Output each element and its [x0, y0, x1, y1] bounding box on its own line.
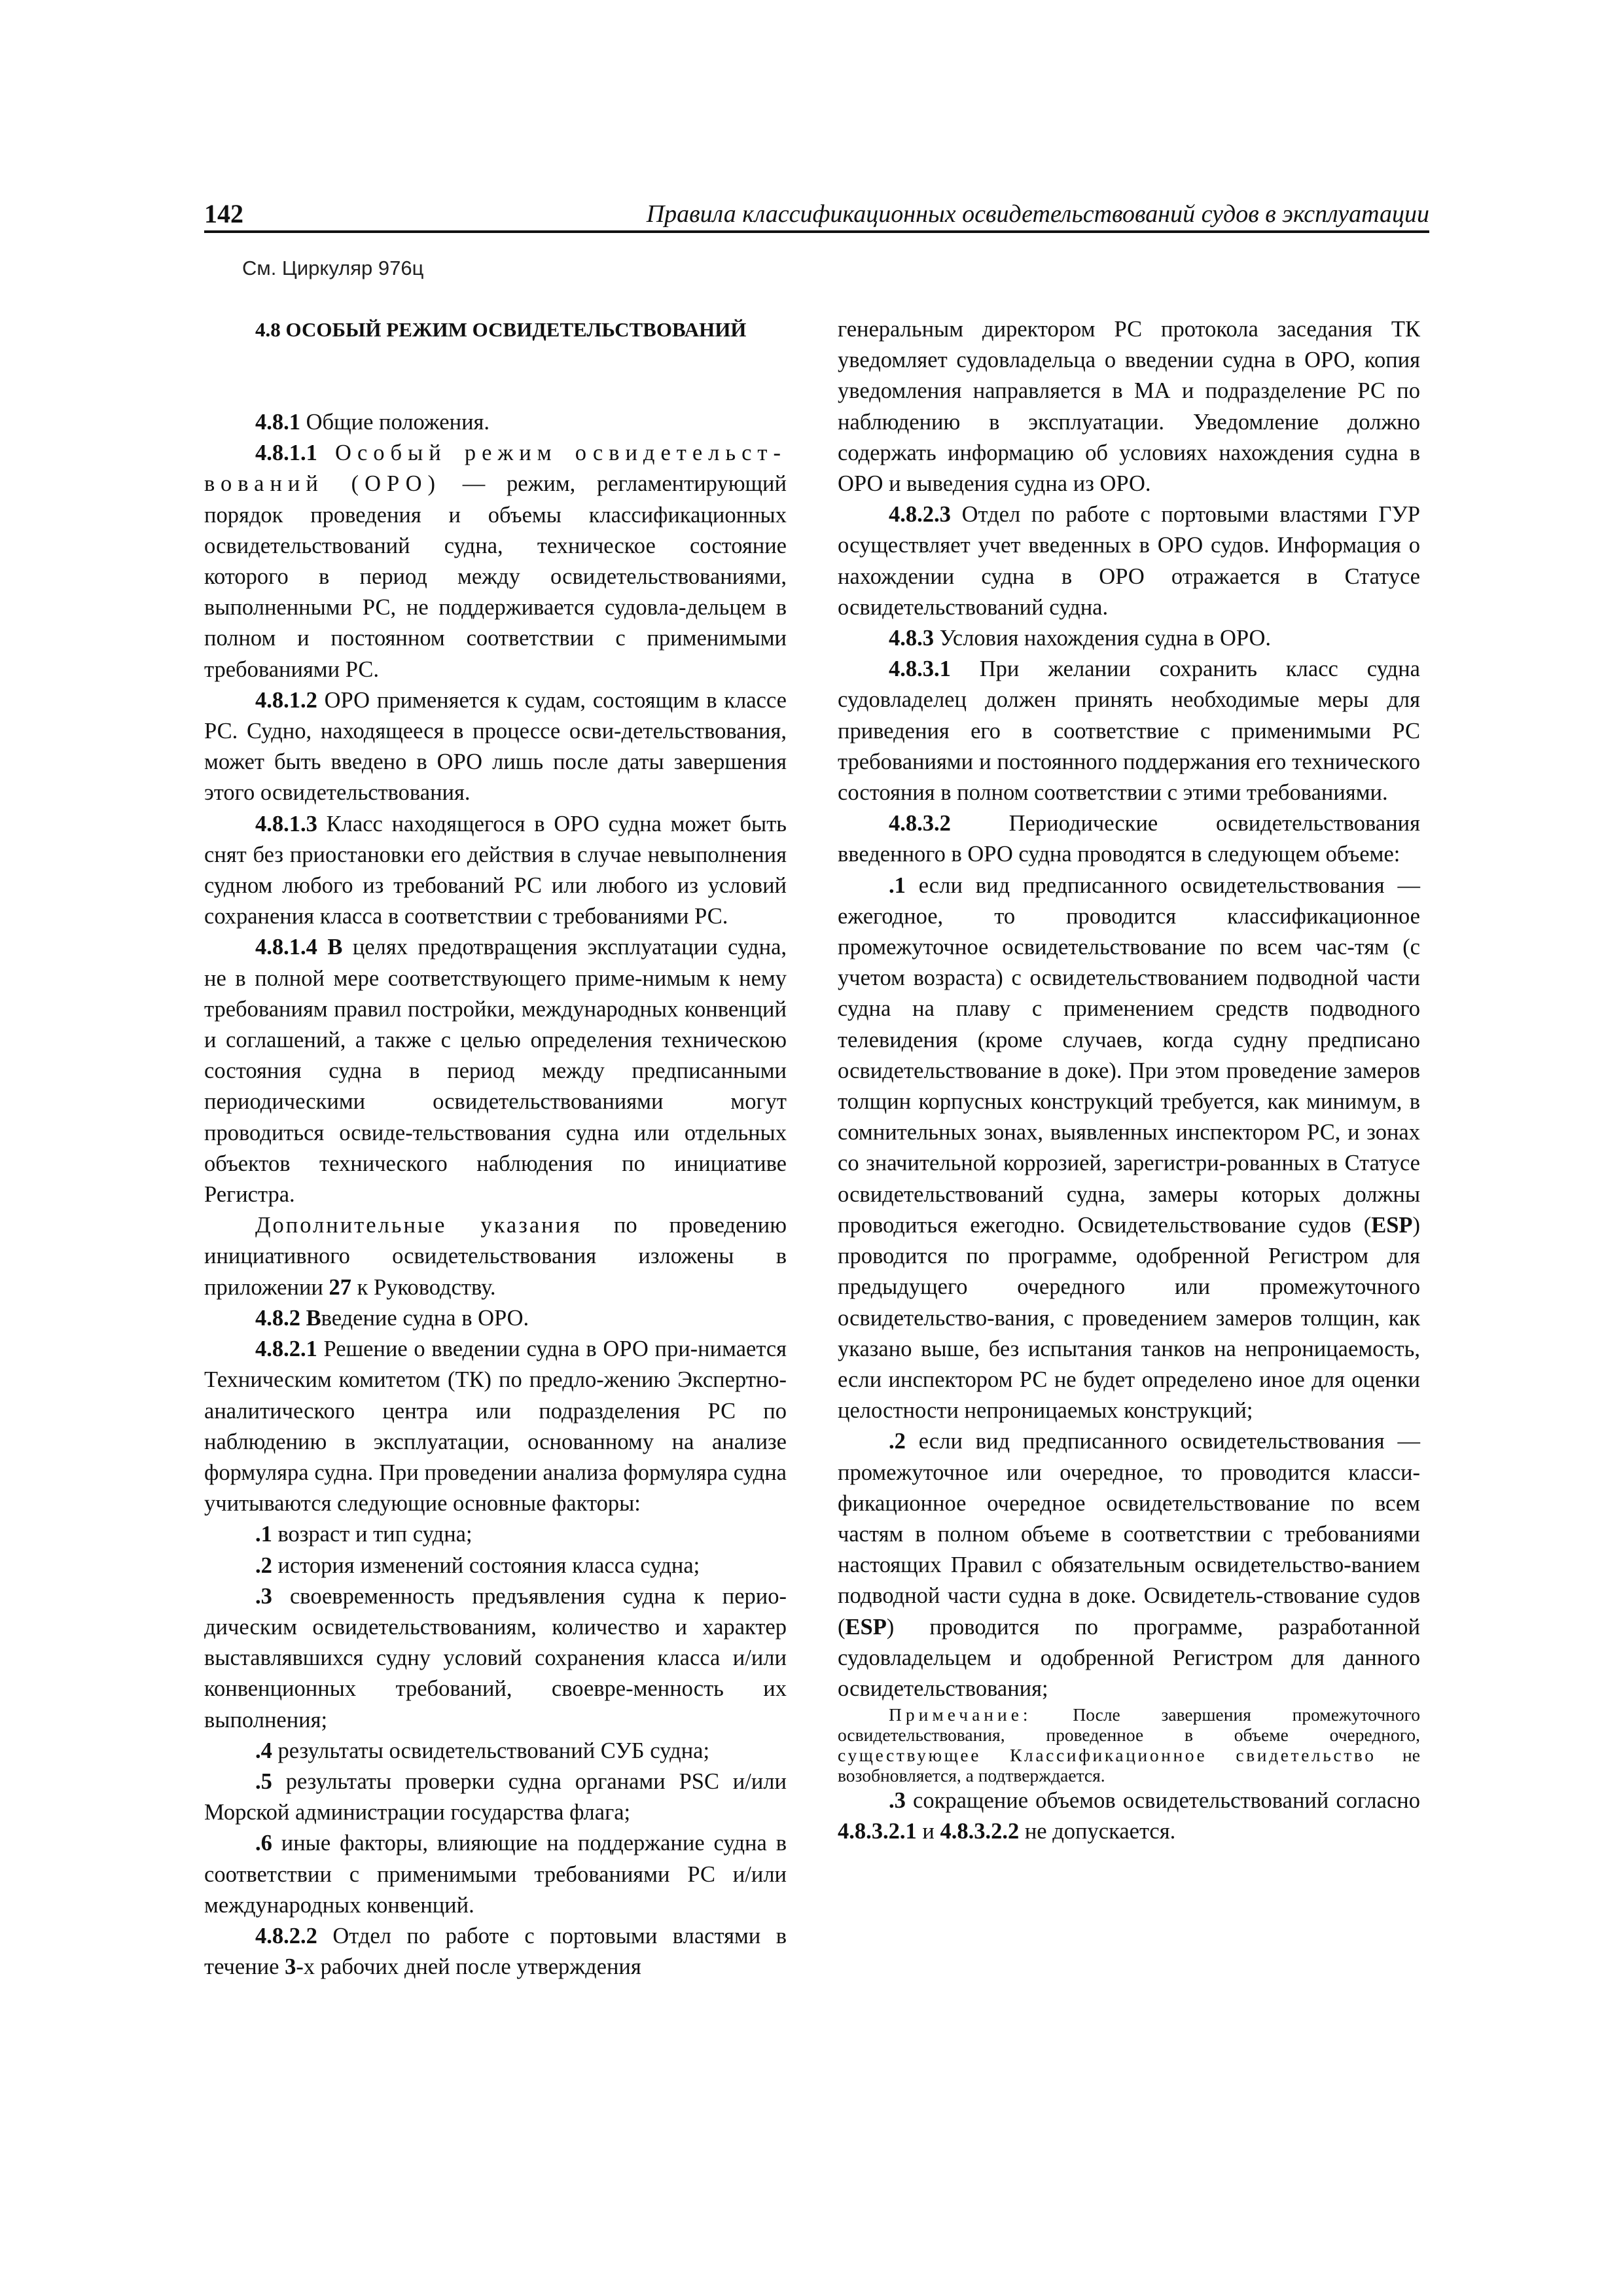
clause-number: 4.8.1: [255, 410, 300, 435]
paragraph-text: При желании сохранить класс судна судовладелец должен принять необходимые меры для приведения его в соответствие с применимыми РС требованиями и постоянного поддержания его технического состояния в полном соответствии с этими требованиями.: [838, 656, 1420, 806]
item-text: иные факторы, влияющие на поддержание судна в соответствии с применимыми требованиями РС и/или международных конвенций.: [204, 1831, 787, 1918]
paragraph-text: — режим, регламентирующий порядок проведения и объемы классификационных освидетельствований судна, техническое состояние которого в период между освидетельствованиями, выполненными РС, не поддерживается судовла-дельцем в полном и постоянном соответствии с применимыми требованиями РС.: [204, 471, 787, 682]
list-item: [204, 1767, 787, 1828]
item-number: .6: [255, 1831, 272, 1856]
item-text: сокращение объемов освидетельствований согласно: [905, 1788, 1420, 1814]
paragraph-text: Периодические освидетельствования введенного в ОРО судна проводятся в следующем объеме:: [838, 811, 1420, 867]
term-spaced: Особый режим освидетельст-вований (ОРО): [204, 440, 787, 497]
clause-number: 4.8.3: [889, 626, 934, 651]
item-text: возраст и тип судна;: [272, 1522, 473, 1547]
note: [838, 1704, 1420, 1785]
item-text: ) проводится по программе, одобренной Регистром для предыдущего очередного или промежуточного освидетельство-вания, с проведением замеров толщин, как указано выше, без испытания танков на непроницаемость, если инспектором РС не будет определено иное для оценки целостности непроницаемых конструкций;: [838, 1212, 1420, 1424]
paragraph-4-8-1: [204, 407, 787, 438]
item-number: .1: [889, 872, 906, 898]
paragraph-text: ОРО применяется к судам, состоящим в классе РС. Судно, находящееся в процессе осви-детельствования, может быть введено в ОРО лишь после даты завершения этого освидетельствования.: [204, 687, 787, 806]
item-number: .3: [255, 1583, 272, 1609]
item-text: не допускается.: [1019, 1819, 1176, 1844]
item-text: и: [916, 1819, 940, 1844]
clause-number: 4.8.1.1: [255, 440, 317, 466]
item-text: результаты освидетельствований СУБ судна;: [272, 1738, 710, 1763]
note-text: После завершения промежуточного освидетельствования, проведенное в объеме очередного,: [838, 1704, 1420, 1746]
item-number: .1: [255, 1522, 272, 1547]
paragraph-4-8-1-3: [204, 809, 787, 933]
section-title: 4.8 ОСОБЫЙ РЕЖИМ ОСВИДЕТЕЛЬСТВОВАНИЙ: [255, 318, 747, 341]
list-item: [204, 1828, 787, 1921]
paragraph-text: ведение судна в ОРО.: [321, 1305, 529, 1331]
note-text-spaced: существующее Классификационное свидетельство: [838, 1745, 1376, 1766]
paragraph-continuation: генеральным директором РС протокола заседания ТК уведомляет судовладельца о введении судна в ОРО, копия уведомления направляется в МА и подразделение РС по наблюдению в эксплуатации. Уведомление должно содержать информацию об условиях нахождения судна в ОРО и выведения судна из ОРО.: [838, 317, 1420, 497]
paragraph-4-8-2-2: [204, 1921, 787, 1982]
paragraph-text: Класс находящегося в ОРО судна может быть снят без приостановки его действия в случае невыполнения судном любого из требований РС или любого из условий сохранения класса в соответствии с требованиями РС.: [204, 811, 787, 929]
clause-number: 4.8.2.2: [255, 1923, 317, 1948]
paragraph-4-8-3-1: [838, 654, 1420, 808]
note-text: не возобновляется, а подтверждается.: [838, 1745, 1420, 1786]
list-item-3: [838, 1785, 1420, 1847]
paragraph-text: -х рабочих дней после утверждения: [296, 1954, 641, 1980]
paragraph-4-8-2-3: [838, 499, 1420, 623]
paragraph-additional: [204, 1210, 787, 1303]
clause-number: 4.8.3.1: [889, 656, 951, 682]
clause-number: 4.8.1.2: [255, 687, 317, 713]
paragraph-4-8-2-1: [204, 1334, 787, 1519]
clause-number: 4.8.2.1: [255, 1336, 317, 1362]
paragraph-text: Отдел по работе с портовыми властями ГУР осуществляет учет введенных в ОРО судов. Информация о нахождении судна в ОРО отражается в Статусе освидетельствований судна.: [838, 502, 1420, 620]
paragraph-text: целях предотвращения эксплуатации судна, не в полной мере соответствующего приме-нимым к нему требованиям правил постройки, международных конвенций и соглашений, а также с целью определения техническою состояния судна в период между предписанными периодическими освидетельствованиями могут проводиться освиде-тельствования судна или отдельных объектов технического наблюдения по инициативе Регистра.: [204, 935, 787, 1208]
term-spaced: Дополнительные указания: [255, 1213, 582, 1238]
clause-number: 4.8.3.2: [889, 811, 951, 836]
paragraph-4-8-1-2: [204, 685, 787, 809]
header-rule: [204, 230, 1429, 233]
paragraph-4-8-2: [204, 1303, 787, 1334]
esp-abbrev: ESP: [845, 1614, 887, 1640]
paragraph-4-8-1-1: [204, 438, 787, 685]
clause-number: 4.8.1.3: [255, 811, 317, 836]
clause-number: 4.8.2.3: [889, 502, 951, 528]
bold-letter: В: [317, 935, 343, 960]
days-number: 3: [285, 1954, 296, 1980]
item-text: результаты проверки судна органами PSC и/или Морской администрации государства флага;: [204, 1768, 787, 1825]
item-text: своевременность предъявления судна к перио-дическим освидетельствованиям, количество и характер выставлявшихся судну условий сохранения класса и/или конвенционных требований, своевре-менность их выполнения;: [204, 1583, 787, 1732]
list-item-2: [838, 1426, 1420, 1704]
page-number: 142: [204, 199, 243, 228]
clause-number: 4.8.2 В: [255, 1305, 321, 1331]
cross-reference[interactable]: 4.8.3.2.2: [940, 1819, 1020, 1844]
appendix-number: 27: [329, 1274, 351, 1300]
item-text: ) проводится по программе, разработанной судовладельцем и одобренной Регистром для данного освидетельствования;: [838, 1614, 1420, 1701]
list-item: [204, 1551, 787, 1581]
item-number: .3: [889, 1788, 906, 1814]
item-number: .5: [255, 1768, 272, 1794]
list-item: [204, 1519, 787, 1550]
paragraph-text: по проведению инициативного освидетельствования изложены в приложении: [204, 1213, 787, 1300]
clause-number: 4.8.1.4: [255, 935, 317, 960]
item-number: .2: [255, 1552, 272, 1578]
esp-abbrev: ESP: [1371, 1212, 1413, 1238]
paragraph-text: Отдел по работе с портовыми властями в течение: [204, 1923, 787, 1980]
circular-note: См. Циркуляр 976ц: [242, 257, 424, 279]
list-item: [204, 1736, 787, 1767]
item-text: история изменений состояния класса судна;: [272, 1552, 700, 1578]
left-column: [204, 314, 787, 1982]
item-number: .2: [889, 1429, 906, 1454]
paragraph-4-8-3-2: [838, 808, 1420, 870]
item-number: .4: [255, 1738, 272, 1763]
paragraph-4-8-3: [838, 623, 1420, 654]
note-label: Примечание:: [889, 1704, 1032, 1725]
cross-reference[interactable]: 4.8.3.2.1: [838, 1819, 917, 1844]
item-text: если вид предписанного освидетельствования — ежегодное, то проводится классификационное промежуточное освидетельствование по всем час-тям (с учетом возраста) с освидетельствованием подводной части судна на плаву с применением средств подводного телевидения (кроме случаев, когда судну предписано освидетельствование в доке). При этом проведение замеров толщин корпусных конструкций требуется, как минимум, в сомнительных зонах, выявленных инспектором РС, и зонах со значительной коррозией, зарегистри-рованных в Статусе освидетельствований судна, замеры которых должны проводиться ежегодно. Освидетельствование судов (: [838, 872, 1420, 1238]
right-column: [838, 314, 1420, 1848]
running-title: Правила классификационных освидетельствований судов в эксплуатации: [646, 200, 1429, 228]
list-item: [204, 1581, 787, 1736]
list-item-1: [838, 870, 1420, 1427]
paragraph-text: Решение о введении судна в ОРО при-нимается Техническим комитетом (ТК) по предло-жению Экспертно-аналитического центра или подразделения РС по наблюдению в эксплуатации, основанному на анализе формуляра судна. При проведении анализа формуляра судна учитываются следующие основные факторы:: [204, 1336, 787, 1516]
page-header: [204, 200, 1429, 228]
item-text: если вид предписанного освидетельствования — промежуточное или очередное, то проводится класси-фикационное очередное освидетельствование по всем частям в полном объеме в соответствии с требованиями настоящих Правил с обязательным освидетельство-ванием подводной части судна в доке. Освидетель-ствование судов (: [838, 1429, 1420, 1640]
paragraph-text: Условия нахождения судна в ОРО.: [934, 626, 1272, 651]
paragraph-text: к Руководству.: [351, 1274, 496, 1300]
paragraph-4-8-1-4: [204, 932, 787, 1210]
paragraph-text: Общие положения.: [300, 410, 490, 435]
